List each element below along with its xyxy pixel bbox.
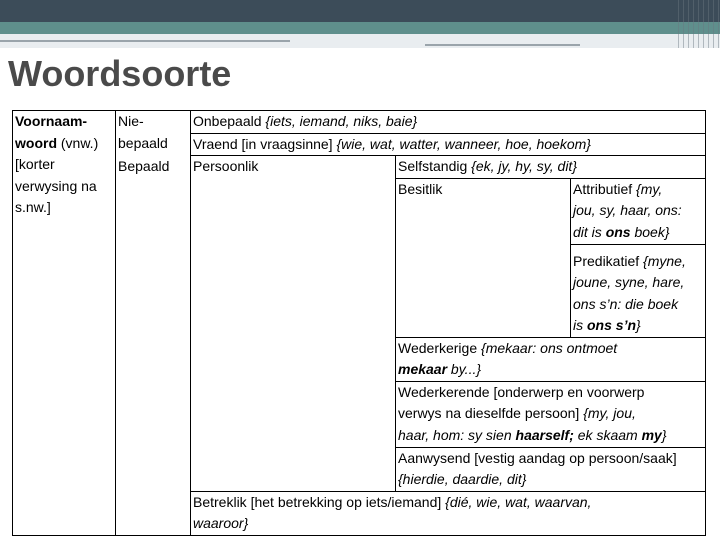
wederkerende-example: {my, jou, [583,405,636,421]
persoonlik-cell [191,156,396,492]
nie-bepaald-cell [116,111,191,156]
onbepaald-cell [191,111,706,134]
selfstandig-examples: {ek, jy, hy, sy, dit} [471,158,577,174]
predikatief-example: joune, syne, hare, [573,274,685,290]
pronoun-note: s.nw.] [15,199,51,215]
pronoun-heading-2: woord [15,134,57,151]
bepaald-label: Bepaald [118,157,170,174]
attributief-emphasis: ons [605,223,631,240]
wederkerige-emphasis: mekaar [398,361,448,377]
wederkerige-example: by...} [447,361,482,377]
wederkerende-cell [396,381,706,447]
decorative-line [0,40,290,42]
persoonlik-label: Persoonlik [193,158,259,174]
betreklik-examples: waaroor} [193,515,249,531]
predikatief-example: {myne, [643,252,686,269]
wederkerende-example: } [661,426,667,443]
attributief-example: jou, sy, haar, ons: [573,202,682,218]
word-types-table [12,110,706,536]
wederkerende-label: verwys na dieselfde persoon] [398,405,584,421]
attributief-label: Attributief [573,180,637,197]
header-stripes [678,0,720,48]
selfstandig-label: Selfstandig [398,158,472,174]
wederkerende-example: ek skaam [573,426,642,443]
betreklik-cell [191,491,706,535]
decorative-line [425,44,580,46]
pronoun-cell [13,111,116,536]
wederkerige-example: {mekaar: ons ontmoet [481,339,618,356]
besitlik-cell [396,178,571,337]
onbepaald-label: Onbepaald [193,113,266,129]
page-title: Woordsoorte [8,53,232,94]
predikatief-label: Predikatief [573,252,644,269]
predikatief-example: is [573,317,587,333]
pronoun-note: [korter [15,156,55,172]
wederkerende-emphasis: my [641,426,662,443]
vraend-label: Vraend [in vraagsinne] [193,135,337,152]
wederkerende-emphasis: haarself; [515,426,574,443]
vraend-examples: {wie, wat, watter, wanneer, hoe, hoekom} [336,135,591,152]
spacer [191,535,706,536]
predikatief-example: } [636,317,641,333]
pronoun-abbr: (vnw.) [57,134,99,151]
selfstandig-cell [396,156,706,179]
onbepaald-examples: {iets, iemand, niks, baie} [265,113,418,129]
wederkerende-example: haar, hom: sy sien [398,426,516,443]
wederkerige-cell [396,337,706,381]
besitlik-label: Besitlik [398,180,443,197]
predikatief-emphasis: ons s’n [587,317,637,333]
wederkerende-label: Wederkerende [onderwerp en voorwerp [398,383,645,400]
betreklik-label: Betreklik [het betrekking op iets/iemand] [193,493,446,510]
predikatief-example: ons s’n: die boek [573,295,679,312]
bepaald-lower-label: bepaald [118,134,168,151]
betreklik-examples: {dié, wie, wat, waarvan, [445,493,592,510]
wederkerige-label: Wederkerige [398,339,482,356]
header-bar-dark [0,0,720,22]
pronoun-heading: Voornaam- [15,113,88,129]
predikatief-cell [571,244,706,337]
attributief-example: boek} [630,223,670,240]
attributief-cell [571,178,706,244]
aanwysend-examples: {hierdie, daardie, dit} [398,471,527,487]
attributief-example: dit is [573,223,606,240]
vraend-cell [191,133,706,156]
aanwysend-label: Aanwysend [vestig aandag op persoon/saak] [398,449,677,466]
attributief-example: {my, [636,180,663,197]
aanwysend-cell [396,447,706,491]
nie-label: Nie- [118,113,144,129]
bepaald-cell [116,156,191,536]
header-bar-teal [0,22,720,34]
pronoun-note: verwysing na [15,177,97,194]
